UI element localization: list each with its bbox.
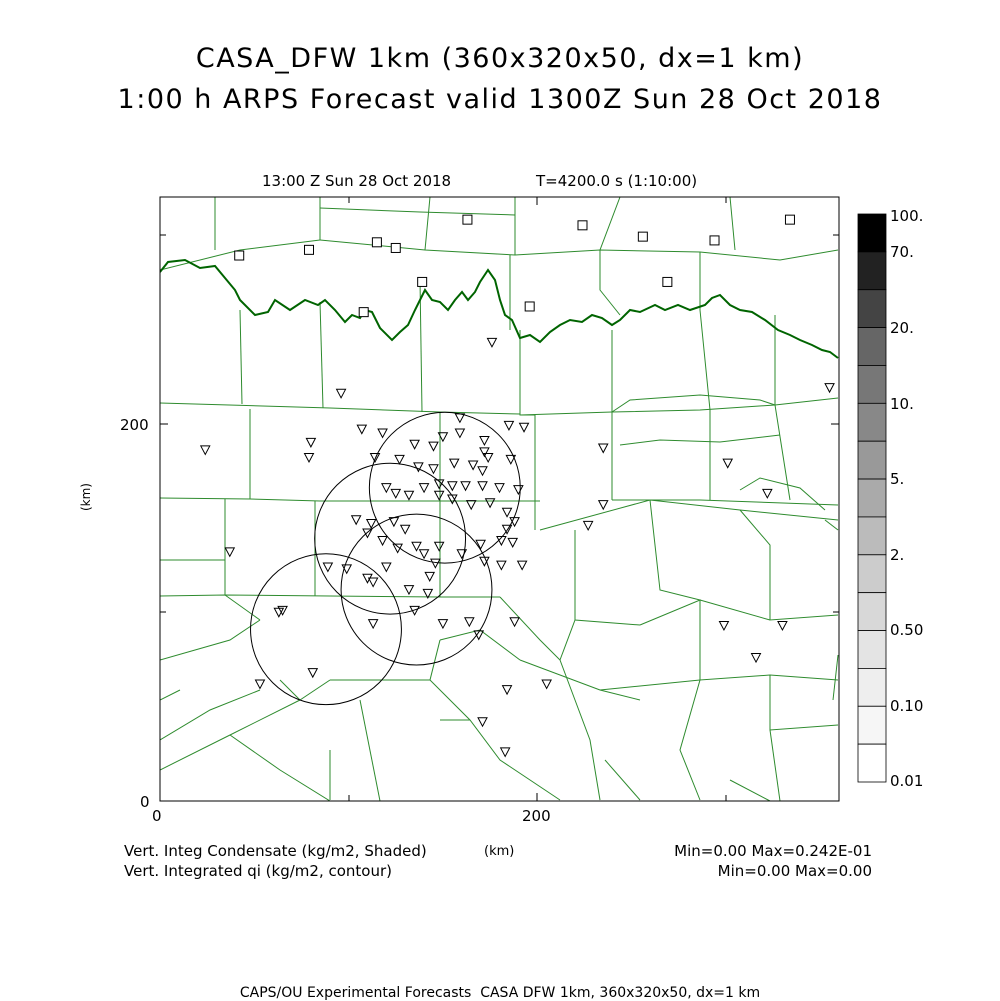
county-line — [650, 500, 770, 620]
station-triangle-marker — [448, 482, 457, 491]
station-triangle-marker — [201, 446, 210, 455]
station-triangle-marker — [486, 499, 495, 508]
station-triangle-marker — [510, 618, 519, 627]
county-lines — [160, 197, 838, 801]
station-triangle-marker — [584, 521, 593, 530]
station-square-marker — [785, 215, 794, 224]
county-line — [775, 315, 790, 500]
station-square-marker — [359, 308, 368, 317]
colorbar-segment — [858, 555, 886, 593]
station-triangle-marker — [501, 748, 510, 757]
station-triangle-marker — [478, 467, 487, 476]
station-triangle-marker — [369, 620, 378, 629]
station-triangle-marker — [337, 389, 346, 398]
county-line — [620, 435, 780, 445]
red-river-border — [160, 260, 838, 358]
station-triangle-marker — [404, 491, 413, 500]
colorbar-segment — [858, 479, 886, 517]
colorbar-segment — [858, 744, 886, 782]
station-triangle-marker — [542, 680, 551, 689]
county-line — [360, 700, 380, 801]
county-line — [320, 302, 323, 408]
station-triangle-marker — [469, 461, 478, 470]
station-triangle-marker — [450, 459, 459, 468]
station-triangle-marker — [393, 544, 402, 553]
county-line — [680, 680, 700, 800]
county-line — [240, 310, 242, 404]
station-triangle-marker — [382, 484, 391, 493]
station-triangle-marker — [429, 465, 438, 474]
station-triangle-marker — [382, 563, 391, 572]
station-triangle-marker — [404, 586, 413, 595]
title-line-2: 1:00 h ARPS Forecast valid 1300Z Sun 28 Oct 2018 — [117, 84, 883, 115]
station-square-marker — [663, 277, 672, 286]
county-line — [330, 680, 560, 800]
station-triangle-marker — [225, 548, 234, 557]
county-line — [160, 498, 540, 501]
county-line — [640, 600, 838, 680]
county-line — [730, 780, 770, 801]
county-line — [160, 403, 520, 414]
county-line — [160, 620, 260, 660]
county-line — [833, 655, 838, 700]
station-triangle-marker — [369, 578, 378, 587]
station-triangle-marker — [323, 563, 332, 572]
colorbar-segment — [858, 403, 886, 441]
station-square-marker — [305, 245, 314, 254]
county-line — [825, 520, 838, 530]
field2-stats: Min=0.00 Max=0.00 — [717, 862, 872, 880]
colorbar-segment — [858, 517, 886, 555]
station-triangle-marker — [467, 501, 476, 510]
station-triangle-marker — [487, 338, 496, 347]
x-axis-unit: (km) — [484, 844, 515, 859]
county-line — [560, 620, 575, 660]
station-triangle-marker — [395, 455, 404, 464]
station-triangle-marker — [478, 482, 487, 491]
county-line — [230, 735, 330, 801]
colorbar-segment — [858, 631, 886, 669]
station-triangle-marker — [378, 429, 387, 438]
county-line — [520, 660, 640, 700]
station-triangle-marker — [503, 686, 512, 695]
station-triangle-marker — [752, 654, 761, 663]
station-square-marker — [638, 232, 647, 241]
county-line — [430, 640, 440, 680]
station-triangle-marker — [518, 561, 527, 570]
colorbar-segment — [858, 365, 886, 403]
station-square-marker — [710, 236, 719, 245]
title-line-1: CASA_DFW 1km (360x320x50, dx=1 km) — [195, 43, 805, 74]
county-line — [300, 680, 330, 700]
station-triangle-marker — [429, 442, 438, 451]
station-triangle-marker — [778, 621, 787, 630]
station-markers — [201, 215, 834, 756]
radar-ring — [341, 514, 492, 665]
station-triangle-marker — [514, 486, 523, 495]
station-triangle-marker — [420, 550, 429, 559]
station-triangle-marker — [308, 669, 317, 678]
station-triangle-marker — [503, 508, 512, 517]
colorbar — [858, 214, 886, 782]
station-triangle-marker — [357, 425, 366, 434]
station-triangle-marker — [455, 414, 464, 423]
colorbar-label: 20. — [890, 319, 914, 337]
station-triangle-marker — [495, 484, 504, 493]
station-triangle-marker — [599, 444, 608, 453]
county-line — [770, 675, 838, 730]
county-line — [160, 690, 180, 700]
county-line — [160, 690, 260, 740]
station-triangle-marker — [719, 621, 728, 630]
station-triangle-marker — [305, 453, 314, 462]
colorbar-label: 0.01 — [890, 772, 924, 790]
station-triangle-marker — [455, 429, 464, 438]
station-triangle-marker — [435, 542, 444, 551]
county-line — [520, 398, 838, 415]
y-tick-200: 200 — [120, 416, 149, 434]
radar-ring — [251, 554, 402, 705]
station-triangle-marker — [508, 538, 517, 547]
station-square-marker — [463, 215, 472, 224]
county-line — [605, 760, 640, 800]
colorbar-segment — [858, 706, 886, 744]
colorbar-segment — [858, 441, 886, 479]
colorbar-segment — [858, 668, 886, 706]
footer: CAPS/OU Experimental Forecasts CASA DFW 1km, 360x320x50, dx=1 km — [239, 985, 761, 1001]
station-square-marker — [525, 302, 534, 311]
station-triangle-marker — [431, 559, 440, 568]
x-tick-0: 0 — [152, 807, 162, 825]
field1-label: Vert. Integ Condensate (kg/m2, Shaded) — [124, 842, 427, 860]
county-line — [740, 510, 838, 620]
county-line — [600, 680, 700, 690]
colorbar-label: 0.50 — [890, 621, 924, 639]
county-line — [520, 330, 535, 415]
station-triangle-marker — [306, 438, 315, 447]
station-triangle-marker — [410, 440, 419, 449]
station-triangle-marker — [520, 423, 529, 432]
county-line — [740, 478, 825, 510]
colorbar-label: 100. — [890, 207, 924, 225]
x-tick-200: 200 — [522, 807, 551, 825]
county-line — [700, 310, 710, 500]
county-line — [160, 595, 500, 597]
station-triangle-marker — [504, 421, 513, 430]
field1-stats: Min=0.00 Max=0.242E-01 — [674, 842, 872, 860]
station-triangle-marker — [255, 680, 264, 689]
field2-label: Vert. Integrated qi (kg/m2, contour) — [124, 862, 393, 880]
county-line — [480, 630, 520, 660]
station-triangle-marker — [352, 516, 361, 525]
colorbar-segment — [858, 252, 886, 290]
station-triangle-marker — [391, 489, 400, 498]
station-triangle-marker — [435, 491, 444, 500]
station-triangle-marker — [465, 618, 474, 627]
radar-range-rings — [251, 412, 521, 704]
station-triangle-marker — [599, 501, 608, 510]
colorbar-label: 70. — [890, 243, 914, 261]
colorbar-segment — [858, 290, 886, 328]
station-triangle-marker — [497, 561, 506, 570]
station-triangle-marker — [825, 384, 834, 393]
county-line — [540, 500, 838, 530]
colorbar-label: 2. — [890, 546, 905, 564]
y-tick-0: 0 — [140, 793, 150, 811]
county-line — [225, 595, 260, 620]
county-line — [730, 197, 735, 250]
county-line — [770, 730, 780, 801]
station-triangle-marker — [274, 608, 283, 617]
station-square-marker — [391, 243, 400, 252]
model-time: T=4200.0 s (1:10:00) — [536, 172, 698, 190]
station-triangle-marker — [401, 525, 410, 534]
station-triangle-marker — [763, 489, 772, 498]
station-square-marker — [578, 221, 587, 230]
station-square-marker — [235, 251, 244, 260]
colorbar-segment — [858, 214, 886, 252]
station-square-marker — [418, 277, 427, 286]
station-triangle-marker — [420, 484, 429, 493]
station-triangle-marker — [480, 436, 489, 445]
colorbar-segment — [858, 593, 886, 631]
county-line — [600, 197, 620, 315]
county-line — [575, 530, 640, 625]
station-triangle-marker — [723, 459, 732, 468]
station-triangle-marker — [438, 620, 447, 629]
colorbar-label: 5. — [890, 470, 905, 488]
station-triangle-marker — [478, 718, 487, 727]
county-line — [425, 197, 430, 250]
state-border — [160, 260, 838, 358]
county-line — [280, 680, 300, 700]
station-triangle-marker — [378, 537, 387, 546]
colorbar-label: 10. — [890, 395, 914, 413]
valid-time: 13:00 Z Sun 28 Oct 2018 — [262, 172, 452, 190]
station-square-marker — [372, 238, 381, 247]
y-axis-unit: (km) — [79, 482, 94, 512]
county-line — [320, 208, 515, 215]
colorbar-label: 0.10 — [890, 697, 924, 715]
station-triangle-marker — [461, 482, 470, 491]
station-triangle-marker — [425, 572, 434, 581]
colorbar-segment — [858, 328, 886, 366]
county-line — [612, 395, 775, 412]
